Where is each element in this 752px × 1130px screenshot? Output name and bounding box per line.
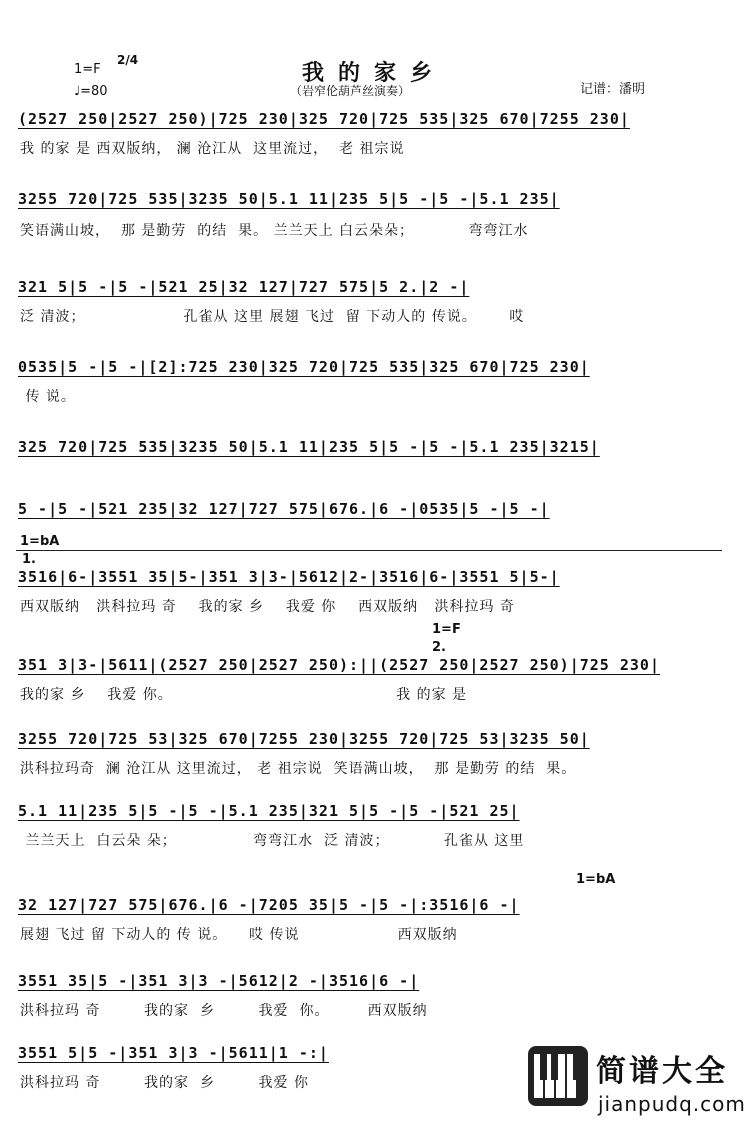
lyric-line-1: 我 的家 是 西双版纳， 澜 沧江从 这里流过， 老 祖宗说: [20, 141, 405, 157]
score-line-9: 3255 720|725 53|325 670|7255 230|3255 720|725 53|3235 50|: [18, 730, 590, 748]
lyric-line-11: 展翅 飞过 留 下动人的 传 说。 哎 传说 西双版纳: [20, 927, 458, 943]
volta-bracket-1: [16, 550, 722, 551]
key-change-2: 1=F: [432, 622, 461, 637]
lyric-line-10: 兰兰天上 白云朵 朵； 弯弯江水 泛 清波； 孔雀从 这里: [20, 833, 525, 849]
score-line-6: 5 -|5 -|521 235|32 127|727 575|676.|6 -|0535|5 -|5 -|: [18, 500, 550, 518]
key-change-3: 1=bA: [576, 872, 616, 887]
lyric-line-12: 洪科拉玛 奇 我的家 乡 我爱 你。 西双版纳: [20, 1003, 428, 1019]
key-signature: 1=F: [74, 62, 101, 77]
lyric-line-2: 笑语满山坡， 那 是勤劳 的结 果。 兰兰天上 白云朵朵； 弯弯江水: [20, 223, 529, 239]
score-line-10: 5.1 11|235 5|5 -|5 -|5.1 235|321 5|5 -|5 -|521 25|: [18, 802, 520, 820]
score-line-4: 0535|5 -|5 -|[2]:725 230|325 720|725 535|325 670|725 230|: [18, 358, 590, 376]
lyric-line-7: 西双版纳 洪科拉玛 奇 我的家 乡 我爱 你 西双版纳 洪科拉玛 奇: [20, 599, 515, 615]
song-subtitle: （岩窄伦葫芦丝演奏）: [290, 84, 411, 98]
time-signature: 2/4: [117, 53, 139, 67]
score-line-2: 3255 720|725 535|3235 50|5.1 11|235 5|5 -|5 -|5.1 235|: [18, 190, 560, 208]
score-line-12: 3551 35|5 -|351 3|3 -|5612|2 -|3516|6 -|: [18, 972, 420, 990]
score-line-11: 32 127|727 575|676.|6 -|7205 35|5 -|5 -|:3516|6 -|: [18, 896, 520, 914]
song-title: 我的家乡: [302, 60, 447, 86]
lyric-line-4: 传 说。: [20, 389, 76, 405]
piano-keys-icon: [526, 1044, 590, 1108]
watermark-url: jianpudq.com: [598, 1092, 746, 1116]
score-line-3: 321 5|5 -|5 -|521 25|32 127|727 575|5 2.|2 -|: [18, 278, 470, 296]
lyric-line-8: 我的家 乡 我爱 你。 我 的家 是: [20, 687, 468, 703]
lyric-line-3: 泛 清波； 孔雀从 这里 展翅 飞过 留 下动人的 传说。 哎: [20, 309, 525, 325]
watermark: [526, 1040, 748, 1128]
volta-1-label: 1.: [22, 552, 36, 567]
lyric-line-9: 洪科拉玛奇 澜 沧江从 这里流过， 老 祖宗说 笑语满山坡， 那 是勤劳 的结 果。: [20, 761, 577, 777]
transcriber-credit: 记谱：潘明: [580, 82, 646, 97]
score-line-13: 3551 5|5 -|351 3|3 -|5611|1 -:|: [18, 1044, 329, 1062]
score-line-8: 351 3|3-|5611|(2527 250|2527 250):||(2527 250|2527 250)|725 230|: [18, 656, 660, 674]
score-line-7: 3516|6-|3551 35|5-|351 3|3-|5612|2-|3516|6-|3551 5|5-|: [18, 568, 560, 586]
watermark-brand: 简谱大全: [596, 1054, 728, 1089]
key-change-1: 1=bA: [20, 534, 60, 549]
volta-2-label: 2.: [432, 640, 446, 655]
lyric-line-13: 洪科拉玛 奇 我的家 乡 我爱 你: [20, 1075, 310, 1091]
score-line-1: (2527 250|2527 250)|725 230|325 720|725 535|325 670|7255 230|: [18, 110, 630, 128]
tempo-mark: ♩=80: [74, 84, 108, 99]
score-line-5: 325 720|725 535|3235 50|5.1 11|235 5|5 -|5 -|5.1 235|3215|: [18, 438, 600, 456]
